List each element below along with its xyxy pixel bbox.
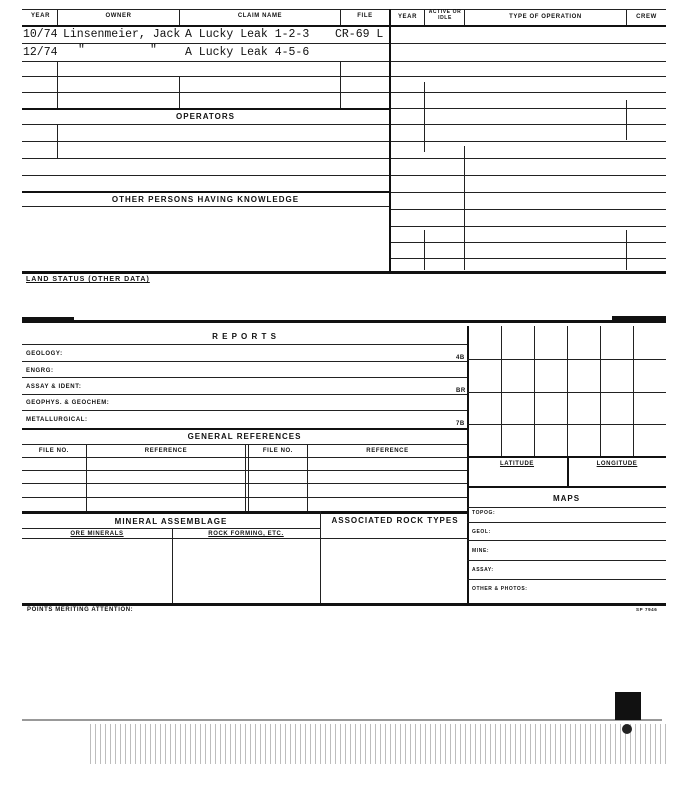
header-claim-name: CLAIM NAME	[237, 13, 283, 19]
row2-owner-ditto-2: "	[150, 44, 157, 57]
scan-artifact-line	[22, 719, 662, 721]
report-geophys: GEOPHYS. & GEOCHEM:	[26, 400, 110, 406]
report-metallurgical-code: 7B	[456, 421, 465, 427]
rock-forming-header: ROCK FORMING, ETC.	[208, 531, 284, 537]
ref-header-file-1: FILE NO.	[38, 448, 70, 454]
maps-other-photos: OTHER & PHOTOS:	[472, 586, 528, 592]
other-persons-title: OTHER PERSONS HAVING KNOWLEDGE	[111, 195, 300, 204]
row1-file: CR-69 L	[335, 28, 384, 41]
general-references-title: GENERAL REFERENCES	[187, 432, 302, 441]
header-owner: OWNER	[105, 13, 132, 19]
mineral-assemblage-title: MINERAL ASSEMBLAGE	[114, 517, 228, 526]
row1-owner: Linsenmeier, Jack	[63, 28, 181, 41]
report-geology-code: 4B	[456, 355, 465, 361]
points-meriting-attention-label: POINTS MERITING ATTENTION:	[27, 607, 134, 613]
row1-claim-name: A Lucky Leak 1-2-3	[185, 28, 310, 41]
latitude-label: LATITUDE	[499, 461, 535, 467]
maps-geol: GEOL:	[472, 529, 491, 535]
header-active-idle: ACTIVE OR IDLE	[428, 9, 462, 21]
longitude-label: LONGITUDE	[596, 461, 638, 467]
maps-title: MAPS	[552, 494, 581, 503]
associated-rock-types-title: ASSOCIATED ROCK TYPES	[331, 516, 459, 525]
report-engrg: ENGRG:	[26, 368, 54, 374]
land-status-label: LAND STATUS (OTHER DATA)	[26, 276, 150, 283]
header-type-operation: TYPE OF OPERATION	[509, 14, 582, 20]
ref-header-reference-1: REFERENCE	[144, 448, 188, 454]
header-file: FILE	[357, 13, 373, 19]
reports-title: R E P O R T S	[212, 332, 277, 341]
row2-claim-name: A Lucky Leak 4-5-6	[185, 46, 310, 59]
scan-artifact-block	[615, 692, 641, 720]
row1-year: 10/74	[23, 28, 58, 41]
scan-artifact-dot	[622, 724, 632, 734]
report-assay-code: BR	[456, 388, 466, 394]
row2-owner-ditto: "	[78, 44, 85, 57]
ref-header-file-2: FILE NO.	[262, 448, 294, 454]
header-crew: CREW	[636, 14, 657, 20]
report-metallurgical: METALLURGICAL:	[26, 417, 88, 423]
scan-artifact-noise	[90, 724, 670, 764]
maps-mine: MINE:	[472, 548, 490, 554]
operators-title: OPERATORS	[176, 112, 235, 121]
ref-header-reference-2: REFERENCE	[366, 448, 409, 454]
maps-topog: TOPOG:	[472, 510, 496, 516]
header-op-year: YEAR	[397, 14, 418, 20]
report-assay: ASSAY & IDENT:	[26, 384, 82, 390]
maps-assay: ASSAY:	[472, 567, 494, 573]
header-year: YEAR	[30, 13, 51, 19]
row2-year: 12/74	[23, 46, 58, 59]
ore-minerals-header: ORE MINERALS	[70, 531, 124, 537]
form-number: SP 7946	[636, 607, 658, 612]
report-geology: GEOLOGY:	[26, 351, 63, 357]
